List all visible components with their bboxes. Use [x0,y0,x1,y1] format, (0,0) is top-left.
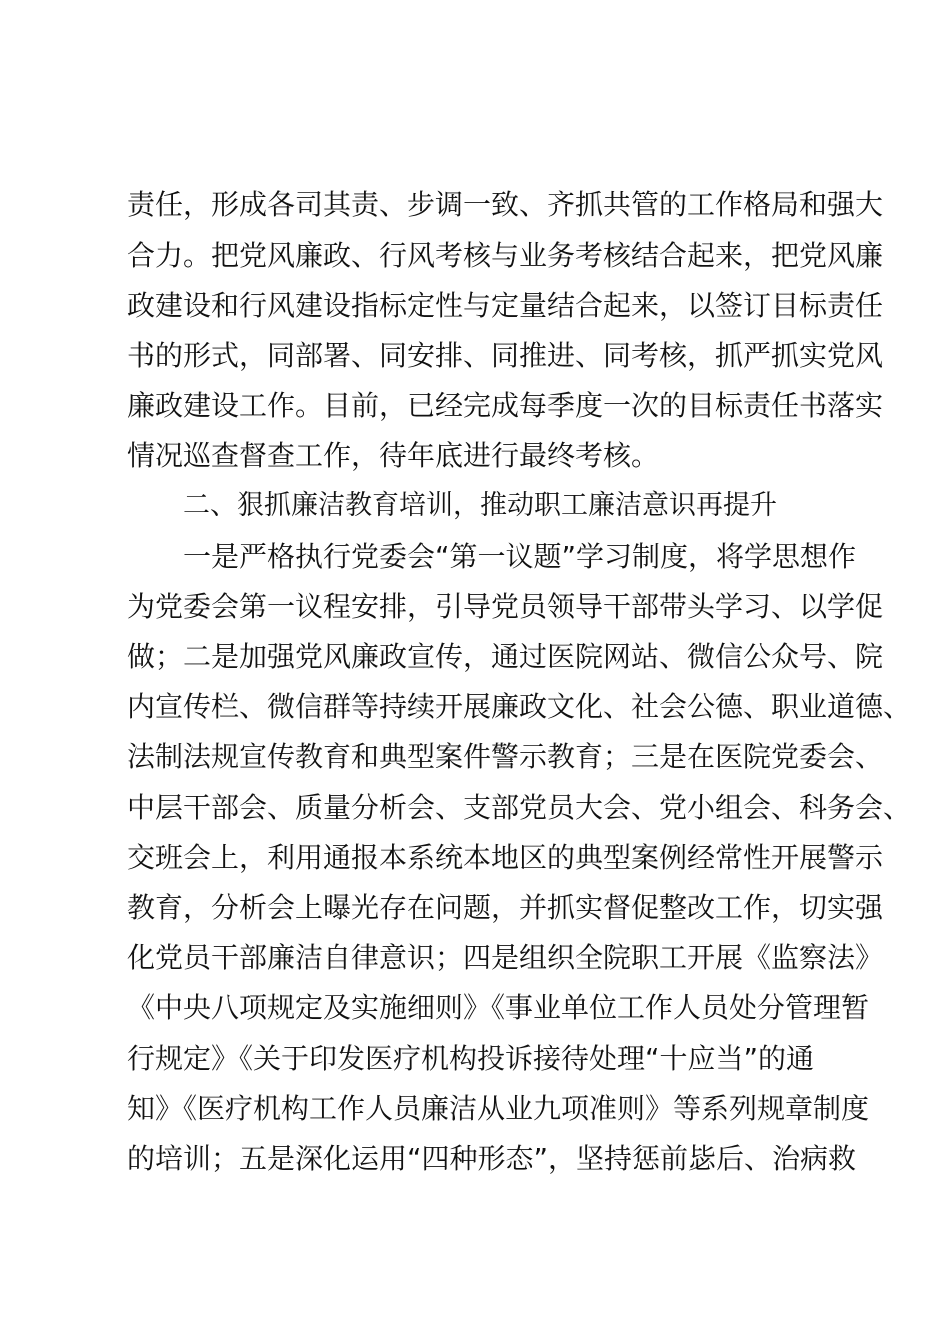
text-line: 情况巡查督查工作，待年底进行最终考核。 [127,439,660,472]
text-line: 交班会上，利用通报本系统本地区的典型案例经常性开展警示 [127,841,884,874]
text-line: 的培训；五是深化运用“四种形态”，坚持惩前毖后、治病救 [127,1142,857,1175]
text-line: 为党委会第一议程安排，引导党员领导干部带头学习、以学促 [127,590,884,623]
text-line: 一是严格执行党委会“第一议题”学习制度，将学思想作 [183,540,857,573]
text-line: 责任，形成各司其责、步调一致、齐抓共管的工作格局和强大 [127,188,884,221]
text-line: 廉政建设工作。目前，已经完成每季度一次的目标责任书落实 [127,389,884,422]
text-line: 中层干部会、质量分析会、支部党员大会、党小组会、科务会、 [127,791,912,824]
text-line: 行规定》《关于印发医疗机构投诉接待处理“十应当”的通 [127,1042,815,1075]
text-line: 内宣传栏、微信群等持续开展廉政文化、社会公德、职业道德、 [127,690,912,723]
text-line: 教育，分析会上曝光存在问题，并抓实督促整改工作，切实强 [127,891,884,924]
text-line: 《中央八项规定及实施细则》《事业单位工作人员处分管理暂 [127,991,870,1024]
text-line: 合力。把党风廉政、行风考核与业务考核结合起来，把党风廉 [127,239,884,272]
text-line: 做；二是加强党风廉政宣传，通过医院网站、微信公众号、院 [127,640,884,673]
text-line: 化党员干部廉洁自律意识；四是组织全院职工开展《监察法》 [127,941,884,974]
text-line: 法制法规宣传教育和典型案件警示教育；三是在医院党委会、 [127,740,884,773]
text-line: 政建设和行风建设指标定性与定量结合起来，以签订目标责任 [127,289,884,322]
text-line: 知》《医疗机构工作人员廉洁从业九项准则》等系列规章制度 [127,1092,870,1125]
section-heading: 二、狠抓廉洁教育培训，推动职工廉洁意识再提升 [183,490,777,521]
text-line: 书的形式，同部署、同安排、同推进、同考核，抓严抓实党风 [127,339,884,372]
